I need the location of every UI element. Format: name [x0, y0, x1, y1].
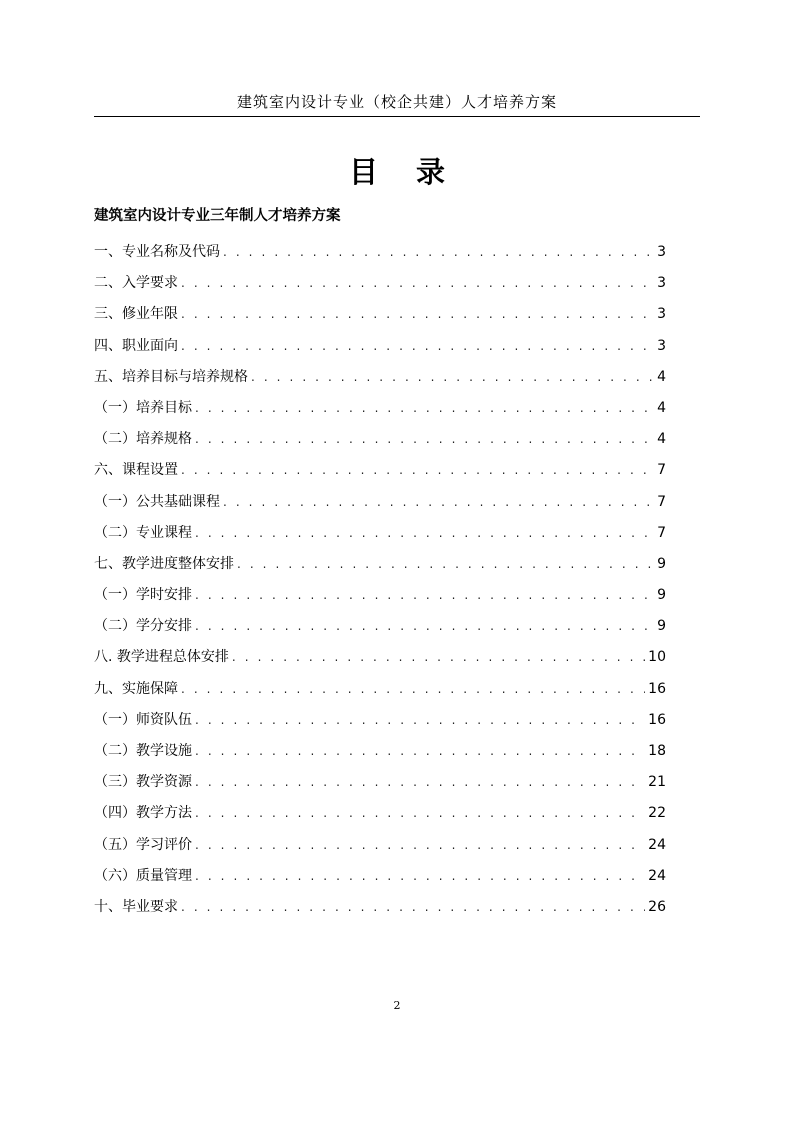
toc-entry-label: （一）师资队伍: [94, 711, 192, 728]
toc-entry-page: 18: [648, 743, 666, 759]
toc-entry-page: 9: [657, 555, 666, 572]
toc-entry-page: 24: [648, 836, 666, 853]
toc-entry-page: 7: [657, 493, 666, 510]
toc-leader-dots: [195, 583, 653, 607]
toc-entry-page: 3: [657, 244, 666, 260]
toc-list: [94, 240, 666, 926]
toc-leader-dots: [181, 458, 653, 482]
toc-entry[interactable]: [94, 427, 666, 458]
toc-entry-label: 四、职业面向: [94, 337, 178, 354]
toc-entry-label: 十、毕业要求: [94, 898, 178, 915]
toc-entry-label: （四）教学方法: [94, 805, 192, 822]
toc-leader-dots: [195, 396, 653, 420]
toc-entry-page: 10: [648, 649, 666, 666]
toc-entry[interactable]: [94, 677, 666, 708]
toc-entry-page: 4: [657, 399, 666, 416]
toc-entry-label: （二）专业课程: [94, 524, 192, 541]
toc-entry-label: （二）学分安排: [94, 618, 192, 635]
toc-entry-page: 21: [648, 774, 666, 791]
toc-entry[interactable]: [94, 708, 666, 739]
toc-leader-dots: [195, 833, 645, 857]
toc-leader-dots: [181, 271, 653, 295]
toc-leader-dots: [195, 739, 645, 763]
toc-entry-label: 七、教学进度整体安排: [94, 555, 234, 572]
toc-entry-page: 16: [648, 711, 666, 728]
toc-entry[interactable]: [94, 521, 666, 552]
toc-leader-dots: [181, 334, 653, 358]
toc-entry-label: 六、课程设置: [94, 462, 178, 479]
toc-entry[interactable]: [94, 334, 666, 365]
running-header: 建筑室内设计专业（校企共建）人才培养方案: [236, 93, 557, 111]
toc-entry[interactable]: [94, 864, 666, 895]
toc-entry-page: 7: [657, 462, 666, 479]
toc-entry[interactable]: [94, 271, 666, 302]
toc-leader-dots: [195, 708, 645, 732]
toc-leader-dots: [195, 770, 645, 794]
toc-leader-dots: [195, 521, 653, 545]
toc-entry-label: 三、修业年限: [94, 306, 178, 323]
toc-entry-page: 26: [648, 898, 666, 915]
toc-entry-page: 3: [657, 306, 666, 323]
toc-entry-page: 7: [657, 524, 666, 541]
toc-entry[interactable]: [94, 552, 666, 583]
toc-leader-dots: [251, 365, 653, 389]
toc-entry-label: （五）学习评价: [94, 836, 192, 853]
toc-leader-dots: [181, 302, 653, 326]
toc-leader-dots: [195, 864, 645, 888]
toc-entry-label: （一）培养目标: [94, 399, 192, 416]
header-rule: [94, 116, 700, 117]
toc-leader-dots: [195, 614, 653, 638]
toc-entry[interactable]: [94, 770, 666, 801]
toc-entry-page: 22: [648, 805, 666, 822]
toc-entry-label: （一）学时安排: [94, 587, 192, 604]
toc-leader-dots: [195, 427, 653, 451]
toc-entry[interactable]: [94, 739, 666, 770]
toc-leader-dots: [237, 552, 653, 576]
toc-entry[interactable]: [94, 614, 666, 645]
toc-entry-page: 4: [657, 368, 666, 385]
toc-entry-label: 二、入学要求: [94, 275, 178, 292]
toc-entry[interactable]: [94, 801, 666, 832]
toc-entry-label: 八. 教学进程总体安排: [94, 649, 229, 666]
toc-leader-dots: [232, 645, 645, 669]
toc-entry-label: （六）质量管理: [94, 867, 192, 884]
toc-leader-dots: [181, 895, 645, 919]
toc-entry-label: 五、培养目标与培养规格: [94, 368, 248, 385]
toc-entry-label: （二）培养规格: [94, 431, 192, 448]
toc-leader-dots: [195, 801, 645, 825]
toc-entry-label: 九、实施保障: [94, 680, 178, 697]
toc-entry-page: 3: [657, 337, 666, 354]
toc-entry-page: 4: [657, 431, 666, 448]
toc-entry[interactable]: [94, 895, 666, 926]
toc-title: 目 录: [348, 155, 460, 189]
toc-entry[interactable]: [94, 365, 666, 396]
toc-entry-label: 一、专业名称及代码: [94, 244, 220, 260]
toc-entry[interactable]: [94, 833, 666, 864]
toc-entry[interactable]: [94, 458, 666, 489]
toc-entry-page: 9: [657, 618, 666, 635]
toc-entry-label: （三）教学资源: [94, 774, 192, 791]
toc-leader-dots: [223, 240, 653, 264]
toc-entry[interactable]: [94, 645, 666, 676]
toc-leader-dots: [181, 677, 645, 701]
toc-entry-page: 9: [657, 587, 666, 604]
toc-entry[interactable]: [94, 583, 666, 614]
toc-entry-page: 24: [648, 867, 666, 884]
toc-entry[interactable]: [94, 396, 666, 427]
toc-entry-label: （一）公共基础课程: [94, 493, 220, 510]
toc-entry-label: （二）教学设施: [94, 743, 192, 759]
toc-entry[interactable]: [94, 240, 666, 271]
page-number: 2: [393, 999, 401, 1012]
toc-entry-page: 16: [648, 680, 666, 697]
toc-entry-page: 3: [657, 275, 666, 292]
toc-entry[interactable]: [94, 490, 666, 521]
toc-entry[interactable]: [94, 302, 666, 333]
toc-subtitle: 建筑室内设计专业三年制人才培养方案: [94, 208, 341, 224]
toc-leader-dots: [223, 490, 653, 514]
